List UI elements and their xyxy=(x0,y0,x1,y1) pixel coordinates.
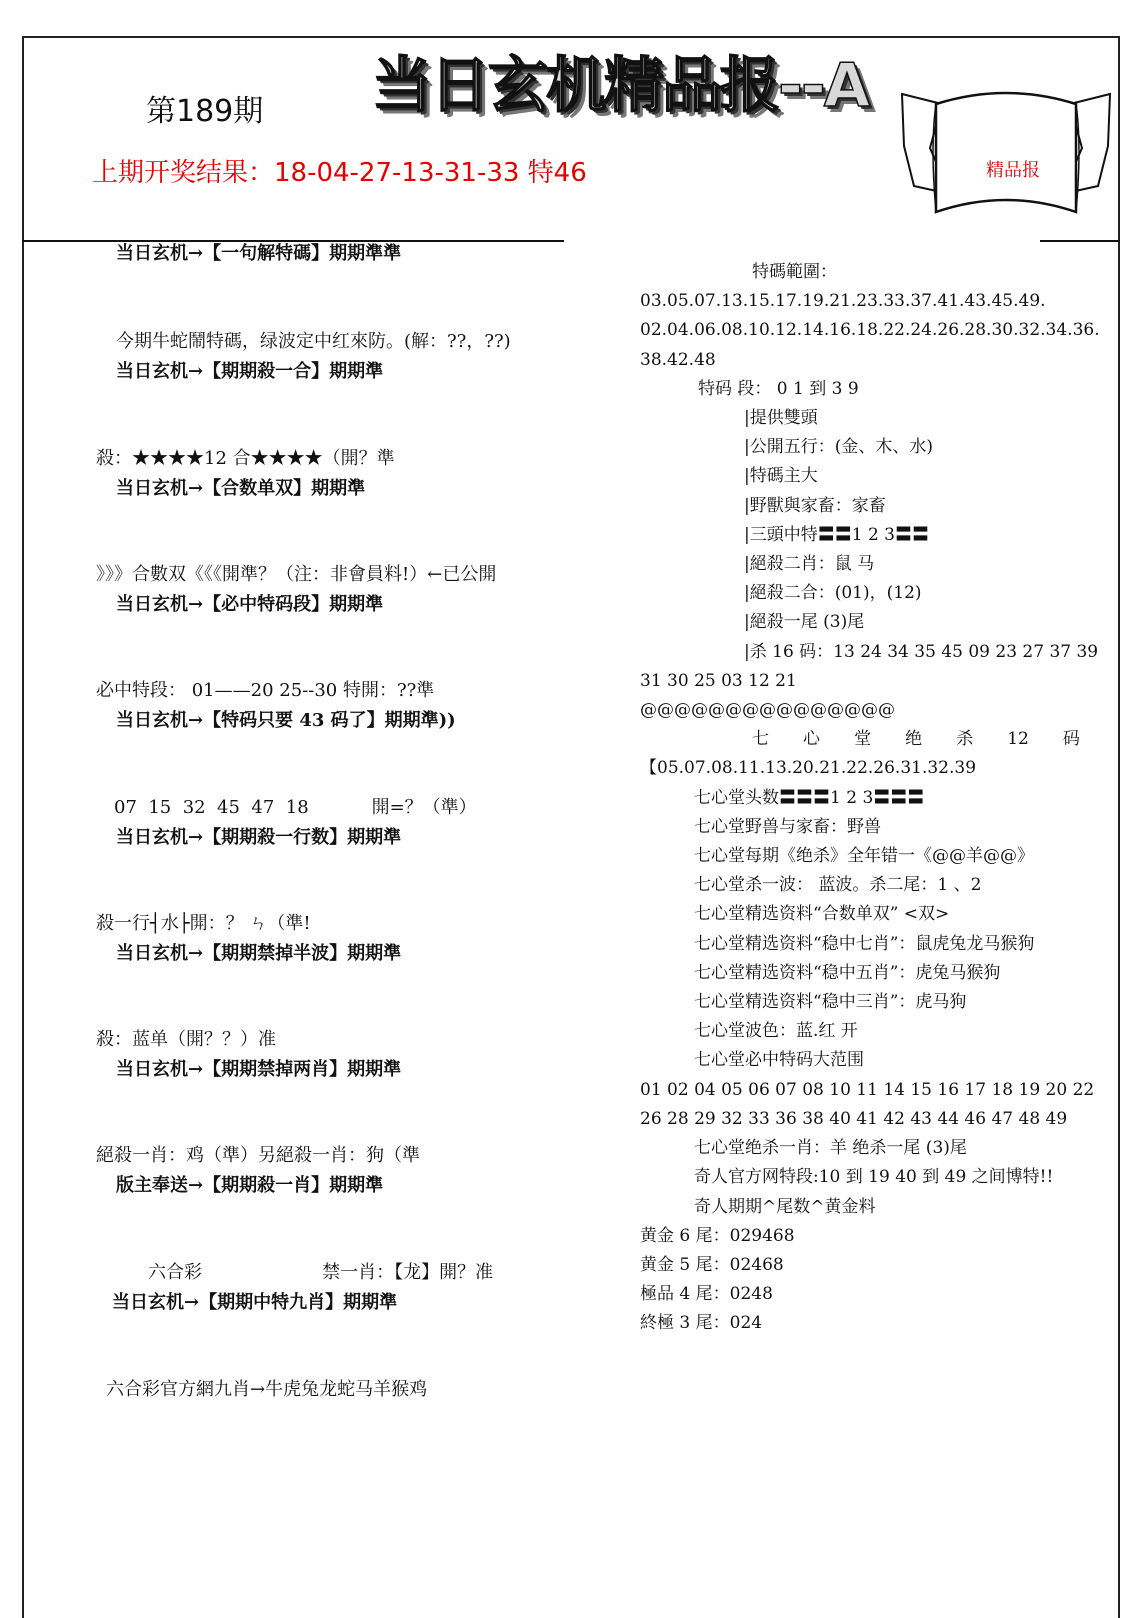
left-text: 07 15 32 45 47 18 開=？（準） xyxy=(114,797,477,818)
qxt-item: 七心堂杀一波： 蓝波。杀二尾：1 、2 xyxy=(694,875,982,896)
left-text: 必中特段： 01——20 25--30 特開：??準 xyxy=(96,680,435,701)
qxt-title-char: 心 xyxy=(803,729,821,750)
left-block-9 xyxy=(96,1144,596,1198)
left-block-5 xyxy=(96,679,596,733)
qxt-item: 七心堂必中特码大范围 xyxy=(694,1050,864,1071)
left-block-1 xyxy=(96,242,596,266)
left-block-3 xyxy=(96,447,596,501)
left-block-7 xyxy=(96,912,596,966)
qxt-title-char: 12 xyxy=(1007,729,1029,750)
left-heading: 当日玄机→【必中特码段】期期準 xyxy=(116,594,384,615)
left-block-8 xyxy=(96,1028,596,1082)
right-column xyxy=(640,258,1100,1339)
gold-line: 終極 3 尾：024 xyxy=(640,1313,763,1334)
qxt-title-char: 杀 xyxy=(956,729,974,750)
segment-line: 特码 段： 0 1 到 3 9 xyxy=(698,378,859,399)
banner-badge: 精品报 xyxy=(986,160,1040,181)
ribbon-banner-logo xyxy=(900,76,1112,236)
left-heading: 当日玄机→【期期中特九肖】期期準 xyxy=(112,1292,398,1313)
left-heading: 当日玄机→【期期禁掉两肖】期期準 xyxy=(116,1059,402,1080)
qxt-item: 七心堂精选资料“稳中五肖”：虎兔马猴狗 xyxy=(694,962,1001,983)
qxt-kill: 七心堂绝杀一肖：羊 绝杀一尾 (3)尾 xyxy=(694,1138,967,1159)
gold-line: 黄金 5 尾：02468 xyxy=(640,1254,784,1275)
range-line-2: 02.04.06.08.10.12.14.16.18.22.24.26.28.30.32.34.36.38.42.48 xyxy=(640,320,1100,370)
info-item: |絕殺二肖：鼠 马 xyxy=(744,554,875,575)
left-block-2 xyxy=(96,330,596,384)
qxt-item: 七心堂精选资料“合数单双” <双> xyxy=(694,904,950,925)
qxt-title xyxy=(640,725,1100,754)
info-item: |野獸與家畜：家畜 xyxy=(744,495,886,516)
qxt-title-char: 七 xyxy=(752,729,769,750)
range-title: 特碼範圍： xyxy=(752,262,837,282)
range-line-1: 03.05.07.13.15.17.19.21.23.33.37.41.43.45.49. xyxy=(640,291,1046,312)
left-text: 今期牛蛇鬧特碼，绿波定中红來防。(解：??，??) xyxy=(116,331,511,352)
left-heading: 当日玄机→【一句解特碼】期期準準 xyxy=(116,243,402,264)
left-heading: 当日玄机→【期期殺一行数】期期準 xyxy=(116,827,402,848)
qxt-item: 七心堂精选资料“稳中三肖”：虎马狗 xyxy=(694,992,967,1013)
info-item: |特碼主大 xyxy=(744,466,818,487)
gold-line: 黄金 6 尾：029468 xyxy=(640,1225,795,1246)
left-text: 》》》合數双《《《開準？（注：非會員料!）←已公開 xyxy=(96,564,497,585)
left-heading: 当日玄机→【特码只要 43 码了】期期準)) xyxy=(116,710,456,731)
qxt-item: 七心堂每期《绝杀》全年错一《@@羊@@》 xyxy=(694,846,1034,867)
info-item: |三頭中特〓〓1 2 3〓〓 xyxy=(744,524,929,545)
left-block-10 xyxy=(96,1261,596,1315)
gold-line: 極品 4 尾：0248 xyxy=(640,1284,773,1305)
left-heading: 版主奉送→【期期殺一肖】期期準 xyxy=(116,1175,384,1196)
left-heading: 当日玄机→【期期禁掉半波】期期準 xyxy=(116,943,402,964)
qxt-list: 【05.07.08.11.13.20.21.22.26.31.32.39 xyxy=(640,758,977,779)
qxt-item: 七心堂精选资料“稳中七肖”：鼠虎兔龙马猴狗 xyxy=(694,933,1035,954)
left-text: 殺一行┤水├開：？ ㄣ（準! xyxy=(96,913,311,934)
qxt-item: 七心堂波色：蓝.红 开 xyxy=(694,1021,858,1042)
kill-16-codes: |杀 16 码：13 24 34 35 45 09 23 27 37 39 31 30 25 03 12 21 xyxy=(640,641,1099,691)
left-block-6 xyxy=(96,796,596,850)
info-item: |公開五行：(金、木、水) xyxy=(744,437,933,458)
left-block-4 xyxy=(96,563,596,617)
left-text: 絕殺一肖：鸡（準）另絕殺一肖：狗（準 xyxy=(96,1145,420,1166)
issue-number: 第189期 xyxy=(146,94,264,129)
qxt-item: 七心堂野兽与家畜：野兽 xyxy=(694,816,881,837)
info-item: |絕殺一尾 (3)尾 xyxy=(744,612,865,633)
left-heading: 当日玄机→【合数单双】期期準 xyxy=(116,478,366,499)
left-block-11 xyxy=(96,1378,596,1402)
left-text: 六合彩 禁一肖：【龙】開？准 xyxy=(148,1262,494,1283)
qxt-title-char: 堂 xyxy=(854,729,872,750)
left-heading: 当日玄机→【期期殺一合】期期準 xyxy=(116,361,384,382)
last-result: 上期开奖结果：18-04-27-13-31-33 特46 xyxy=(92,158,587,188)
qiren-segment: 奇人官方网特段:10 到 19 40 到 49 之间博特!! xyxy=(694,1167,1054,1188)
left-text: 殺：★★★★12 合★★★★（開？準 xyxy=(96,448,395,469)
big-range: 01 02 04 05 06 07 08 10 11 14 15 16 17 18 19 20 22 26 28 29 32 33 36 38 40 41 42 43 44 46 47 48 49 xyxy=(640,1079,1095,1129)
masthead-title: 当日玄机精品报--A xyxy=(372,51,869,121)
left-text: 六合彩官方網九肖→牛虎兔龙蛇马羊猴鸡 xyxy=(106,1379,428,1400)
qxt-title-char: 码 xyxy=(1062,729,1080,750)
info-item: |絕殺二合：(01)，(12) xyxy=(744,583,922,604)
qxt-item: 七心堂头数〓〓〓1 2 3〓〓〓 xyxy=(694,787,925,808)
gold-title: 奇人期期^尾数^黄金料 xyxy=(694,1196,876,1217)
divider-right xyxy=(1040,240,1120,242)
qxt-title-char: 绝 xyxy=(905,729,923,750)
info-item: |提供雙頭 xyxy=(744,408,818,429)
at-separator: @@@@@@@@@@@@@@@ xyxy=(640,700,895,721)
left-text: 殺：蓝单（開？？）准 xyxy=(96,1029,276,1050)
